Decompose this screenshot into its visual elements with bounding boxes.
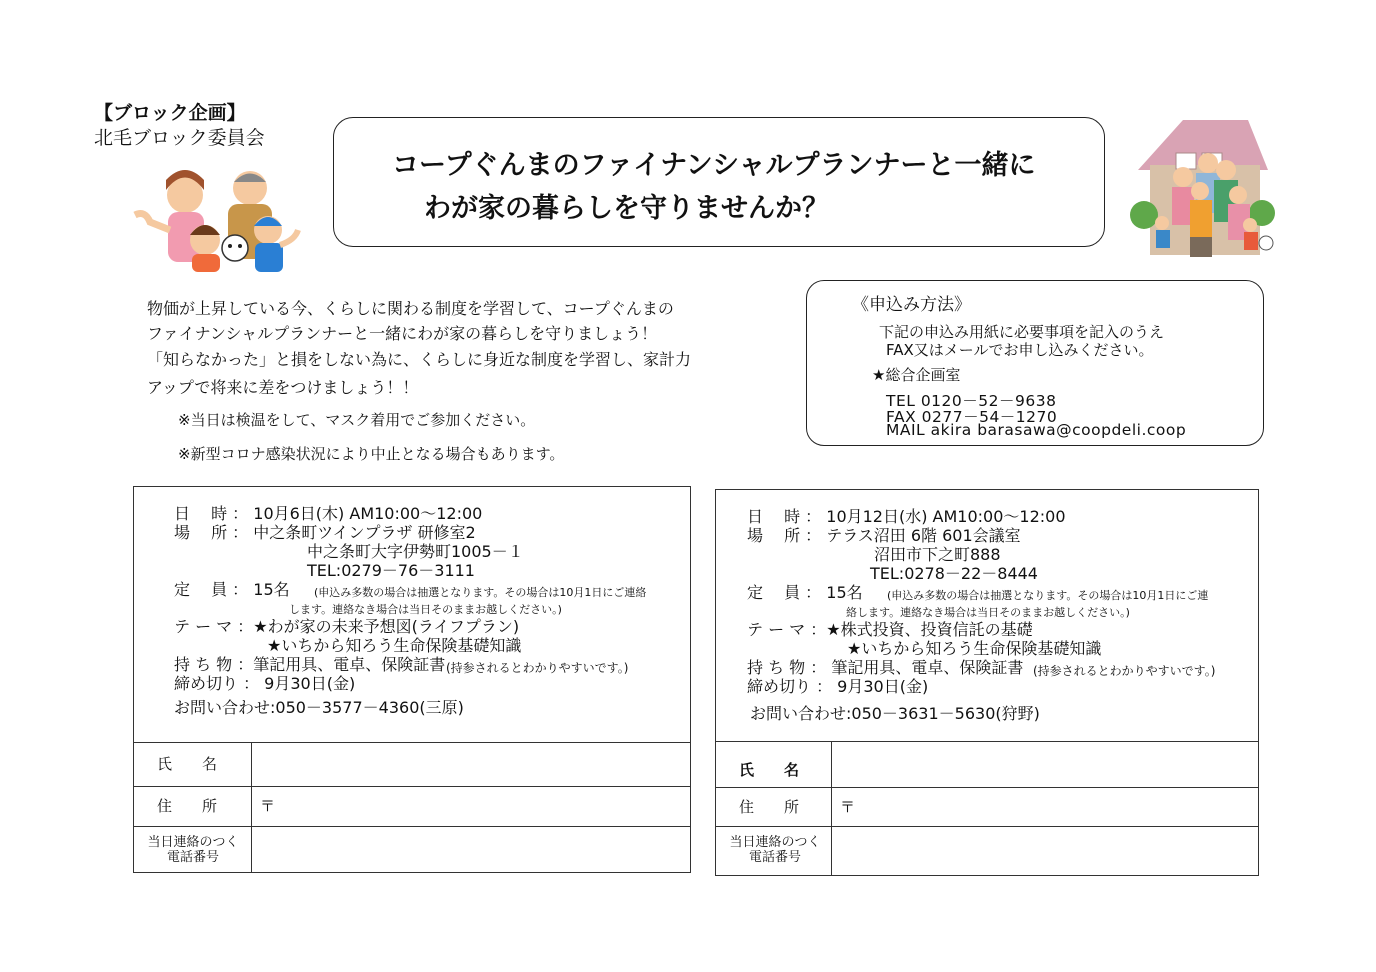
form1-name-field[interactable] bbox=[252, 743, 690, 785]
office-tel: TEL 0120－52－9638 bbox=[886, 392, 1057, 410]
event2-tel: TEL:0278－22－8444 bbox=[870, 564, 1038, 583]
event1-contact: お問い合わせ:050－3577－4360(三原) bbox=[174, 698, 464, 717]
event1-date: 日 時 ： 10月6日(木) AM10:00～12:00 bbox=[174, 504, 483, 523]
event1-capacity: 定 員 ： 15名 bbox=[174, 580, 290, 599]
event1-items-note: (持参されるとわかりやすいです。) bbox=[446, 661, 629, 675]
application-line-2: FAX又はメールでお申し込みください。 bbox=[886, 341, 1154, 359]
title-line-1: コープぐんまのファイナンシャルプランナーと一緒に bbox=[392, 150, 1036, 181]
note-mask: ※当日は検温をして、マスク着用でご参加ください。 bbox=[178, 411, 536, 429]
form2-phone-label-1: 当日連絡のつく bbox=[729, 835, 821, 850]
form1-address-label: 住 所 bbox=[157, 797, 218, 815]
form2-phone-label-2: 電話番号 bbox=[748, 849, 801, 865]
title-box bbox=[333, 117, 1105, 247]
form2-phone-label bbox=[722, 836, 828, 866]
event1-address: 中之条町大字伊勢町1005－１ bbox=[307, 542, 524, 561]
block-label: 【ブロック企画】 bbox=[94, 102, 246, 124]
event1-capacity-note-2: します。連絡なき場合は当日そのままお越しください。) bbox=[289, 603, 562, 616]
event1-theme-2: ★いちから知ろう生命保険基礎知識 bbox=[267, 636, 522, 655]
form1-phone-label-2: 電話番号 bbox=[166, 849, 219, 865]
event1-deadline: 締め切り ： 9月30日(金) bbox=[174, 674, 356, 693]
intro-line-1: 物価が上昇している今、くらしに関わる制度を学習して、コープぐんまの bbox=[147, 299, 674, 318]
event1-place: 場 所 ： 中之条町ツインプラザ 研修室2 bbox=[174, 523, 476, 542]
event2-contact: お問い合わせ:050－3631－5630(狩野) bbox=[750, 704, 1040, 723]
event2-deadline: 締め切り ： 9月30日(金) bbox=[747, 677, 929, 696]
title-line-2: わが家の暮らしを守りませんか？ bbox=[424, 193, 829, 224]
committee-name: 北毛ブロック委員会 bbox=[94, 127, 265, 149]
form1-address-field[interactable] bbox=[275, 787, 690, 825]
event1-capacity-note-1: (申込み多数の場合は抽選となります。その場合は10月1日にご連絡 bbox=[314, 586, 647, 599]
form2-postal-mark: 〒 bbox=[840, 798, 856, 816]
office-fax: FAX 0277－54－1270 bbox=[886, 408, 1058, 426]
family-illustration bbox=[130, 160, 302, 272]
event2-items-note: (持参されるとわかりやすいです。) bbox=[1033, 664, 1216, 678]
note-cancel: ※新型コロナ感染状況により中止となる場合もあります。 bbox=[178, 445, 565, 463]
house-family-illustration bbox=[1128, 115, 1278, 263]
form2-phone-field[interactable] bbox=[832, 827, 1258, 875]
form2-name-label: 氏 名 bbox=[739, 761, 800, 779]
event2-theme-2: ★いちから知ろう生命保険基礎知識 bbox=[847, 639, 1102, 658]
event2-items: 持 ち 物 ： 筆記用具、電卓、保険証書 bbox=[747, 658, 1024, 677]
form1-phone-label bbox=[140, 836, 246, 866]
application-line-1: 下記の申込み用紙に必要事項を記入のうえ bbox=[879, 323, 1165, 341]
intro-line-4: アップで将来に差をつけましょう！！ bbox=[147, 378, 419, 397]
event2-place: 場 所 ： テラス沼田 6階 601会議室 bbox=[747, 526, 1021, 545]
form2-address-label: 住 所 bbox=[739, 798, 800, 816]
form1-phone-label-1: 当日連絡のつく bbox=[147, 835, 239, 850]
event2-address: 沼田市下之町888 bbox=[874, 545, 1001, 564]
intro-line-2: ファイナンシャルプランナーと一緒にわが家の暮らしを守りましょう！ bbox=[147, 324, 658, 343]
application-heading: 《申込み方法》 bbox=[852, 295, 971, 315]
form1-name-label: 氏 名 bbox=[157, 755, 218, 773]
event1-tel: TEL:0279－76－3111 bbox=[307, 561, 475, 580]
form2-name-field[interactable] bbox=[832, 742, 1258, 786]
event2-date: 日 時 ： 10月12日(水) AM10:00～12:00 bbox=[747, 507, 1066, 526]
intro-line-3: 「知らなかった」と損をしない為に、くらしに身近な制度を学習し、家計力 bbox=[147, 350, 692, 369]
event2-capacity: 定 員 ： 15名 bbox=[747, 583, 863, 602]
event1-theme-1: テ ー マ ：★わが家の未来予想図(ライフプラン) bbox=[174, 617, 520, 636]
office-name: ★総合企画室 bbox=[872, 366, 961, 384]
form1-postal-mark: 〒 bbox=[260, 797, 276, 815]
event1-items: 持 ち 物 ：筆記用具、電卓、保険証書 bbox=[174, 655, 446, 674]
form1-phone-field[interactable] bbox=[252, 827, 690, 872]
office-mail: MAIL akira barasawa@coopdeli.coop bbox=[886, 421, 1187, 439]
event2-capacity-note-2: 絡します。連絡なき場合は当日そのままお越しください。) bbox=[846, 606, 1130, 619]
event2-capacity-note-1: (申込み多数の場合は抽選となります。その場合は10月1日にご連 bbox=[887, 589, 1209, 602]
form2-address-field[interactable] bbox=[856, 788, 1258, 825]
event2-theme-1: テ ー マ ：★株式投資、投資信託の基礎 bbox=[747, 620, 1033, 639]
